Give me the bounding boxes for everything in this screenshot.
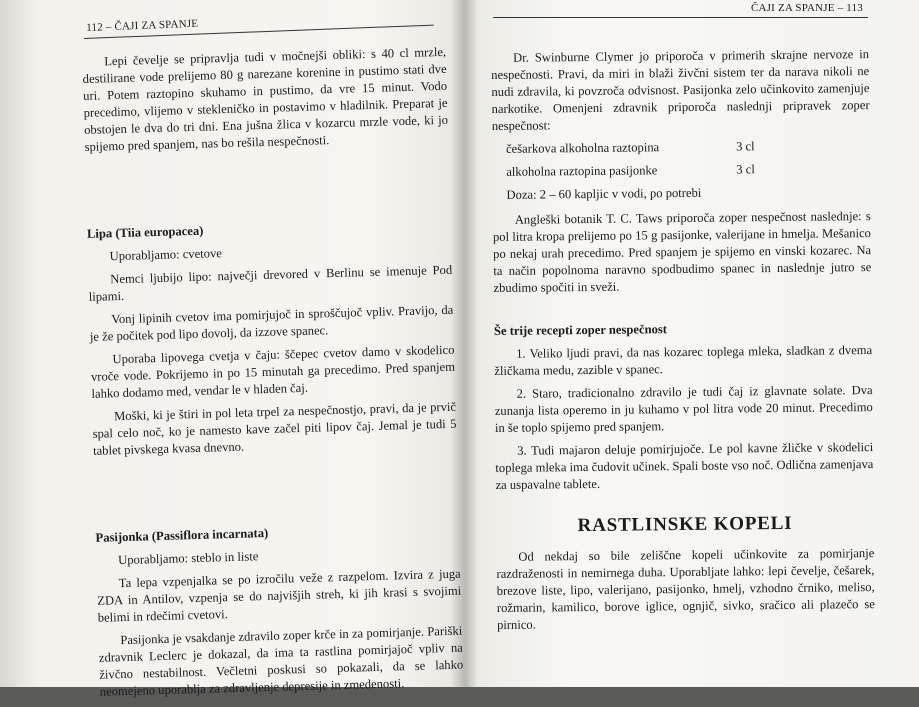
lipa-paragraph-3: Uporaba lipovega cvetja v čaju: ščepec cvetov damo v skodelico vroče vode. Pokrijemo in po 15 minutah ga precedimo. Pred spanjem lahko dodamo med, vendar le v hladen čaj.: [90, 342, 456, 401]
dosage-line: Doza: 2 – 60 kapljic v vodi, po potrebi: [506, 185, 702, 202]
recipe-2: 2. Staro, tradicionalno zdravilo je tudi čaj iz glavnate solate. Dva zunanja lista operemo in ju kuhamo v pol litra vode 20 minut. Precedimo in še toplo spijemo pred spanjem.: [494, 383, 873, 435]
recipe-1: 1. Veliko ljudi pravi, da nas kozarec toplega mleka, sladkan z dvema žličkama medu, zazible v spanec.: [494, 343, 873, 378]
lipa-paragraph-1: Nemci ljubijo lipo: največji drevored v Berlinu se imenuje Pod lipami.: [88, 262, 453, 304]
section-title: RASTLINSKE KOPELI: [577, 512, 793, 537]
intro-paragraph: Lepi čevelje se pripravlja tudi v močnejši obliki: s 40 cl mrzle, destilirane vode prelijemo 80 g narezane korenine in pustimo stati dve uri. Potem raztopino skuhamo in pustimo, da vre 15 minut. Vodo precedimo, vlijemo v stekleničko in postavimo v hladilnik. Preparat je obstojen le dva do tri dni. Ena jušna žlica v kozarcu mrzle vode, ki jo spijemo pred spanjem, nas bo rešila nespečnosti.: [82, 44, 449, 154]
lipa-paragraph-2: Vonj lipinih cvetov ima pomirjujoč in sproščujoč vpliv. Pravijo, da je že počitek pod lipo dovolj, da izzove spanec.: [89, 302, 454, 344]
right-page-header: ČAJI ZA SPANJE – 113: [751, 2, 863, 14]
left-page-header: 112 – ČAJI ZA SPANJE: [86, 17, 199, 34]
recipes-heading: Še trije recepti zoper nespečnost: [493, 322, 668, 338]
recipe-ingredient: alkoholna raztopina pasijonke: [506, 163, 658, 179]
right-header-rule: [493, 17, 868, 18]
clymer-paragraph: Dr. Swinburne Clymer jo priporoča v primerih skrajne nervoze in nespečnosti. Pravi, da miri in blaži živčni sistem ter da narava nikoli ne nudi zdravila, ki povzroča odvisnost. Pasijonka zelo učinkovito zamenjuje narkotike. Omenjeni zdravnik priporoča naslednji pripravek zoper nespečnost:: [491, 47, 870, 133]
lipa-use: Uporabljamo: cvetove: [109, 246, 223, 264]
right-page-text: [491, 46, 875, 640]
recipe-row: [506, 161, 776, 181]
right-page: [483, 0, 873, 687]
taws-paragraph: Angleški botanik T. C. Taws priporoča zoper nespečnost naslednje: s pol litra kropa prelijemo po 15 g pasijonke, valerijane in hmelja. Mešanico po nekaj urah precedimo. Pred spanjem je spijemo en vinski kozarec. Na ta način popolnoma naravno spodbudimo spanec in naslednje jutro se zbudimo spočiti in sveži.: [492, 209, 872, 295]
left-page: [64, 0, 464, 699]
baths-paragraph: Od nekdaj so bile zeliščne kopeli učinkovite za pomirjanje razdraženosti in nemirnega duha. Uporabljate lahko: lepi čevelje, češarek, brezove liste, lipo, valerijano, pasijonko, hmelj, vzhodno črniko, meliso, rožmarin, kamilico, borove iglice, ognjič, sivko, sračico ali plazečo se pirnico.: [496, 546, 875, 632]
recipe-3: 3. Tudi majaron deluje pomirjujoče. Le pol kavne žličke v skodelici toplega mleka ima čudovit učinek. Spali boste vso noč. Odlična zamenjava za uspavalne tablete.: [495, 440, 874, 492]
pasijonka-heading: Pasijonka (Passiflora incarnata): [95, 525, 269, 545]
pasijonka-paragraph-1: Ta lepa vzpenjalka se po izročilu veže z razpelom. Izvira z juga ZDA in Antilov, vzpenja se do najvišjih streh, ki jih krasi s svojimi belimi in rdečimi cvetovi.: [97, 566, 462, 625]
pasijonka-paragraph-2: Pasijonka je vsakdanje zdravilo zoper krče in za pomirjanje. Pariški zdravnik Leclerc je dokazal, da ima ta rastlina pomirjajoč vpliv na živčno nestabilnost. Večletni poskusi so pokazali, da se lahko neomejeno uporablja za zdravljenje depresije in zmedenosti.: [98, 623, 464, 699]
recipe-amount: 3 cl: [735, 139, 755, 154]
recipe-row: [506, 138, 776, 158]
recipe-ingredient: češarkova alkoholna raztopina: [505, 140, 660, 156]
recipe-amount: 3 cl: [736, 162, 755, 177]
lipa-heading: Lipa (Tiia europacea): [86, 223, 204, 241]
lipa-paragraph-4: Moški, ki je štiri in pol leta trpel za nespečnostjo, pravi, da je prvič spal celo noč, ko je namesto kave začel piti lipov čaj. Jemal je tudi 5 tablet pivskega kvasa dnevno.: [92, 399, 457, 458]
left-page-text: [82, 44, 464, 707]
pasijonka-use: Uporabljamo: steblo in liste: [117, 549, 259, 568]
